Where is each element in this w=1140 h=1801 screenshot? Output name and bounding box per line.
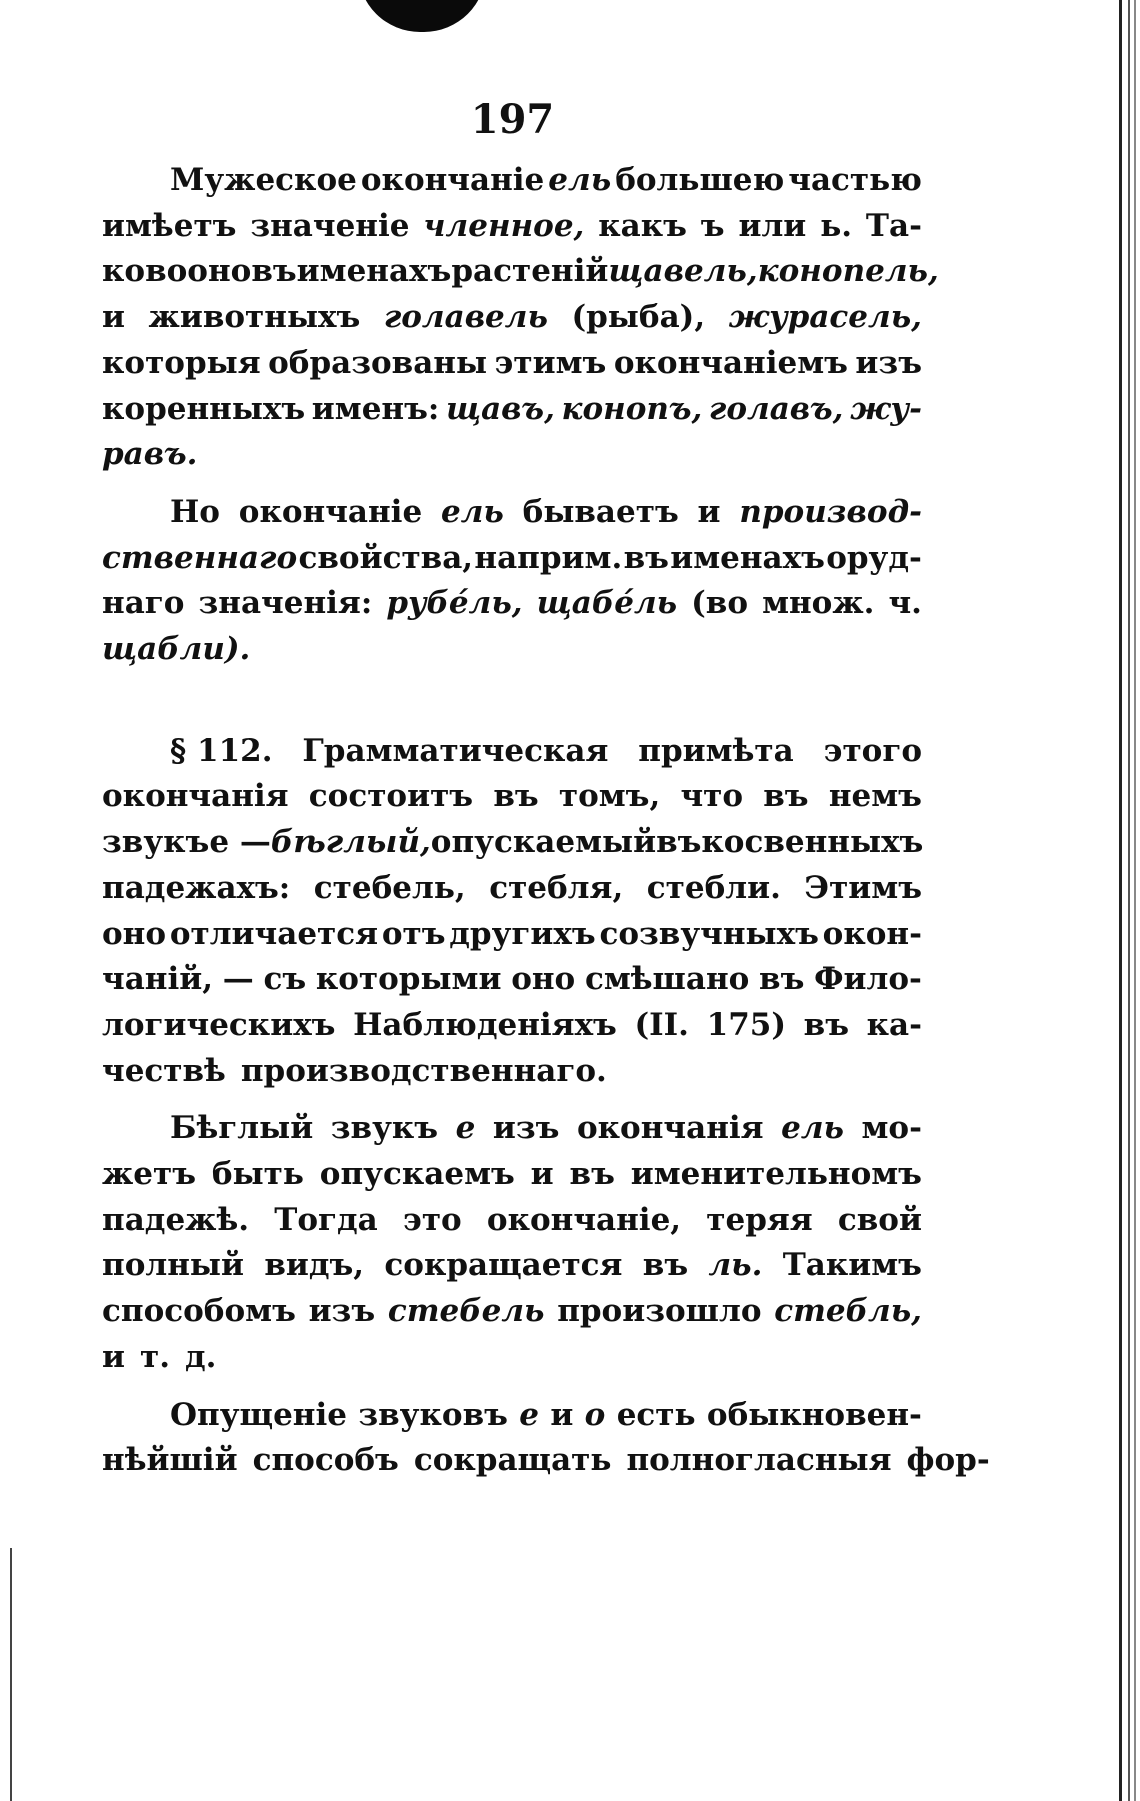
word: что <box>680 778 744 815</box>
word: ль. <box>708 1247 763 1284</box>
word: ка- <box>866 1006 922 1043</box>
word: и <box>102 1338 125 1375</box>
word: которыя <box>102 344 261 381</box>
word: звукъ <box>102 824 210 861</box>
word: Этимъ <box>804 869 922 906</box>
text-line <box>102 1393 922 1439</box>
word: окончаніе <box>238 493 423 530</box>
paragraph <box>102 1106 922 1380</box>
word: равъ. <box>102 436 198 473</box>
word: Тогда <box>274 1201 378 1238</box>
text-line <box>102 820 922 866</box>
text-line <box>102 627 922 673</box>
word: чествѣ <box>102 1052 226 1089</box>
word: бѣглый, <box>270 824 431 861</box>
text-line <box>102 341 922 387</box>
text-line <box>102 158 922 204</box>
word: производственнаго. <box>240 1052 607 1089</box>
word: Бѣглый <box>170 1110 314 1147</box>
word: Грамматическая <box>302 732 609 769</box>
word: е — <box>209 824 271 861</box>
word: въ <box>493 778 539 815</box>
word: именахъ <box>670 539 825 576</box>
word: въ <box>763 778 809 815</box>
text-line <box>102 490 922 536</box>
word: въ <box>656 824 702 861</box>
word: 175) <box>706 1006 787 1043</box>
word: производ- <box>739 493 922 530</box>
word: Опущеніе <box>170 1396 347 1433</box>
word: теряя <box>706 1201 813 1238</box>
word: е <box>519 1396 539 1433</box>
text-line <box>102 774 922 820</box>
word: въ <box>642 1247 689 1284</box>
word: § 112. <box>170 732 273 769</box>
word: оно <box>187 253 252 290</box>
word: оруд- <box>826 539 922 576</box>
word: ь. <box>820 207 853 244</box>
word: смѣшано <box>584 961 750 998</box>
word: и <box>102 299 125 336</box>
paragraph <box>102 729 922 1095</box>
word: чаній, <box>102 961 214 998</box>
word: е <box>455 1110 476 1147</box>
word: рубе́ль, <box>386 585 523 622</box>
word: есть <box>616 1396 696 1433</box>
word: коренныхъ <box>102 390 306 427</box>
word: Такимъ <box>782 1247 922 1284</box>
word: созвучныхъ <box>599 915 819 952</box>
text-line <box>102 1289 922 1335</box>
word: ственнаго <box>102 539 298 576</box>
text-line <box>102 912 922 958</box>
word: стебель <box>387 1293 545 1330</box>
word: щавъ, <box>445 390 555 427</box>
word: значенія: <box>198 585 373 622</box>
word: ково <box>102 253 188 290</box>
paragraph-gap <box>102 478 922 490</box>
paragraph <box>102 158 939 478</box>
word: именительномъ <box>630 1156 922 1193</box>
text-line <box>102 866 922 912</box>
word: растеній <box>451 253 609 290</box>
word: щабли). <box>102 631 251 668</box>
word: имѣетъ <box>102 207 237 244</box>
word: примѣта <box>638 732 794 769</box>
word: окон- <box>822 915 922 952</box>
paragraph <box>102 1393 990 1484</box>
word: окончанія <box>576 1110 764 1147</box>
word: и <box>550 1396 574 1433</box>
word: щабе́ль <box>536 585 678 622</box>
word: бываетъ <box>522 493 679 530</box>
word: Фило- <box>814 961 922 998</box>
text-line <box>102 1438 990 1484</box>
word: оно <box>511 961 576 998</box>
text-line <box>102 387 922 433</box>
word: (II. <box>634 1006 689 1043</box>
word: оно <box>102 915 167 952</box>
word: этимъ <box>494 344 607 381</box>
word: членное, <box>423 207 585 244</box>
text-line <box>102 295 922 341</box>
word: звукъ <box>330 1110 439 1147</box>
paragraph <box>102 490 922 673</box>
word: фор- <box>906 1442 990 1479</box>
word: отъ <box>381 915 446 952</box>
word: о <box>584 1396 606 1433</box>
text-line <box>102 957 922 1003</box>
word: сокращается <box>384 1247 623 1284</box>
word: свойства, <box>298 539 474 576</box>
ink-blot <box>358 0 486 32</box>
word: состоитъ <box>308 778 474 815</box>
text-line <box>102 1243 922 1289</box>
word: конопъ, <box>561 390 703 427</box>
text-line <box>102 1003 922 1049</box>
body-text <box>102 158 990 1484</box>
word: это <box>402 1201 462 1238</box>
word: стебли. <box>646 869 781 906</box>
word: въ <box>803 1006 849 1043</box>
word: конопель, <box>757 253 939 290</box>
word: немъ <box>828 778 922 815</box>
word: логическихъ <box>102 1006 336 1043</box>
word: стебель, <box>313 869 466 906</box>
text-line <box>102 1152 922 1198</box>
word: ель <box>440 493 504 530</box>
text-line <box>102 729 922 775</box>
word: образованы <box>268 344 488 381</box>
word: жетъ <box>102 1156 197 1193</box>
margin-rule <box>10 1548 12 1801</box>
word: въ <box>251 253 297 290</box>
text-line <box>102 1335 922 1381</box>
word: т. <box>140 1338 171 1375</box>
paragraph-gap <box>102 1381 922 1393</box>
word: обыкновен- <box>706 1396 922 1433</box>
text-line <box>102 536 922 582</box>
word: голавель <box>383 299 548 336</box>
word: Мужеское <box>170 162 357 198</box>
word: окончаніе <box>360 162 545 198</box>
word: томъ, <box>558 778 661 815</box>
word: (рыба), <box>571 299 706 336</box>
word: сокращать <box>413 1442 612 1479</box>
word: ель <box>781 1110 844 1147</box>
word: значеніе <box>250 207 410 244</box>
word: голавъ, <box>708 390 844 427</box>
word: опускаемый <box>430 824 657 861</box>
text-line <box>102 249 939 295</box>
word: этого <box>823 732 922 769</box>
word: именъ: <box>311 390 440 427</box>
word: нѣйшій <box>102 1442 238 1479</box>
word: звуковъ <box>358 1396 508 1433</box>
word: жу- <box>850 390 922 427</box>
word: окончанія <box>102 778 289 815</box>
word: частью <box>788 162 922 198</box>
word: ъ <box>700 207 725 244</box>
word: ель <box>548 162 612 198</box>
page-number: 197 <box>470 96 555 143</box>
text-line <box>102 581 922 627</box>
paragraph-gap <box>102 1094 922 1106</box>
text-line <box>102 1049 922 1095</box>
word: падежѣ. <box>102 1201 250 1238</box>
word: свой <box>837 1201 922 1238</box>
word: изъ <box>855 344 922 381</box>
word: произошло <box>557 1293 762 1330</box>
text-line <box>102 1198 922 1244</box>
word: журасель, <box>728 299 922 336</box>
word: другихъ <box>449 915 596 952</box>
word: какъ <box>598 207 687 244</box>
word: въ <box>759 961 805 998</box>
word: которыми <box>315 961 502 998</box>
word: видъ, <box>264 1247 365 1284</box>
word: мо- <box>861 1110 922 1147</box>
word: быть <box>211 1156 304 1193</box>
word: Наблюденіяхъ <box>353 1006 617 1043</box>
margin-rule <box>1134 0 1136 1801</box>
word: въ <box>623 539 669 576</box>
word: окончаніе, <box>486 1201 682 1238</box>
text-line <box>102 1106 922 1152</box>
word: отличается <box>169 915 379 952</box>
word: множ. <box>762 585 875 622</box>
word: косвенныхъ <box>701 824 924 861</box>
word: большею <box>615 162 785 198</box>
word: падежахъ: <box>102 869 291 906</box>
word: въ <box>569 1156 615 1193</box>
word: именахъ <box>296 253 452 290</box>
word: Но <box>170 493 220 530</box>
word: изъ <box>308 1293 376 1330</box>
word: щавель, <box>608 253 758 290</box>
word: и <box>697 493 721 530</box>
word: ч. <box>888 585 922 622</box>
word: способъ <box>252 1442 399 1479</box>
word: Та- <box>865 207 922 244</box>
word: или <box>738 207 807 244</box>
word: изъ <box>492 1110 560 1147</box>
paragraph-gap <box>102 673 922 729</box>
text-line <box>102 204 922 250</box>
word: способомъ <box>102 1293 296 1330</box>
word: полный <box>102 1247 244 1284</box>
word: съ <box>263 961 307 998</box>
word: наприм. <box>474 539 623 576</box>
word: (во <box>691 585 749 622</box>
text-line <box>102 432 922 478</box>
word: животныхъ <box>148 299 361 336</box>
word: стебль, <box>774 1293 922 1330</box>
word: стебля, <box>489 869 624 906</box>
word: опускаемъ <box>319 1156 515 1193</box>
word: полногласныя <box>626 1442 892 1479</box>
word: и <box>530 1156 554 1193</box>
margin-rule <box>1128 0 1130 1801</box>
word: — <box>222 961 254 998</box>
word: д. <box>185 1338 217 1375</box>
word: окончаніемъ <box>613 344 848 381</box>
word: наго <box>102 585 185 622</box>
margin-rule <box>1119 0 1122 1801</box>
